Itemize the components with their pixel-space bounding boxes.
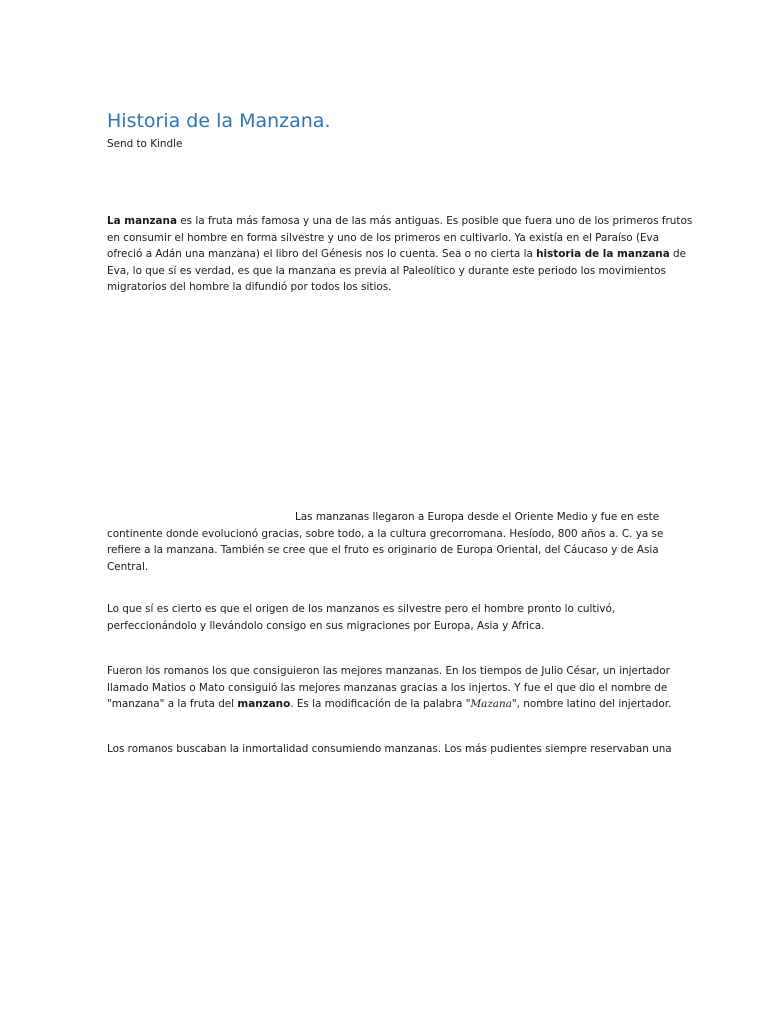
paragraph-line: perfeccionándolo y llevándolo consigo en sus migraciones por Europa, Asia y Africa.: [107, 619, 545, 632]
paragraph-origin: [107, 601, 667, 634]
bold-term: historia de la manzana: [536, 248, 670, 261]
text-run: es la fruta más famosa y una de las más antiguas. Es posible que fuera uno de los primeros frutos: [176, 215, 693, 227]
text-run: ofreció a Adán una manzana) el libro del Génesis nos lo cuenta. Sea o no cierta la: [107, 248, 537, 261]
paragraph-immortality: [107, 741, 672, 758]
paragraph-line: [107, 696, 672, 713]
text-run: de: [669, 248, 686, 261]
article-title: Historia de la Manzana.: [107, 110, 331, 132]
paragraph-line: Los romanos buscaban la inmortalidad consumiendo manzanas. Los más pudientes siempre reservaban una: [107, 743, 672, 755]
text-run: ", nombre latino del injertador.: [511, 698, 672, 711]
paragraph-line: [107, 213, 693, 230]
paragraph-europe: [107, 509, 667, 575]
paragraph-line: continente donde evolucionó gracias, sobre todo, a la cultura grecorromana. Hesíodo, 800 años a. C. ya se: [107, 527, 664, 540]
paragraph-romans: [107, 663, 672, 713]
latin-word: Mazana: [470, 698, 512, 711]
paragraph-line: Lo que sí es cierto es que el origen de los manzanos es silvestre pero el hombre pronto lo cultivó,: [107, 603, 616, 615]
paragraph-line: Las manzanas llegaron a Europa desde el Oriente Medio y fue en este: [295, 511, 660, 523]
paragraph-line: [107, 246, 686, 263]
paragraph-line: llamado Matios o Mato consiguió las mejores manzanas gracias a los injertos. Y fue el que dio el nombre de: [107, 681, 668, 694]
paragraph-line: Fueron los romanos los que consiguieron las mejores manzanas. En los tiempos de Julio César, un injertador: [107, 665, 670, 677]
paragraph-line: Eva, lo que sí es verdad, es que la manzana es previa al Paleolítico y durante este periodo los movimientos: [107, 264, 666, 277]
paragraph-intro: [107, 213, 693, 296]
paragraph-line: Central.: [107, 560, 149, 573]
paragraph-line: en consumir el hombre en forma silvestre y uno de los primeros en cultivarlo. Ya existía en el Paraíso (Eva: [107, 231, 660, 244]
bold-term: La manzana: [107, 215, 177, 227]
paragraph-line: migratorios del hombre la difundió por todos los sitios.: [107, 281, 392, 294]
text-run: . Es la modificación de la palabra ": [290, 698, 471, 711]
paragraph-line: refiere a la manzana. También se cree que el fruto es originario de Europa Oriental, del Cáucaso y de Asia: [107, 544, 659, 557]
text-run: "manzana" a la fruta del: [107, 698, 238, 711]
send-to-kindle-text: Send to Kindle: [107, 138, 183, 150]
bold-term: manzano: [237, 698, 291, 711]
